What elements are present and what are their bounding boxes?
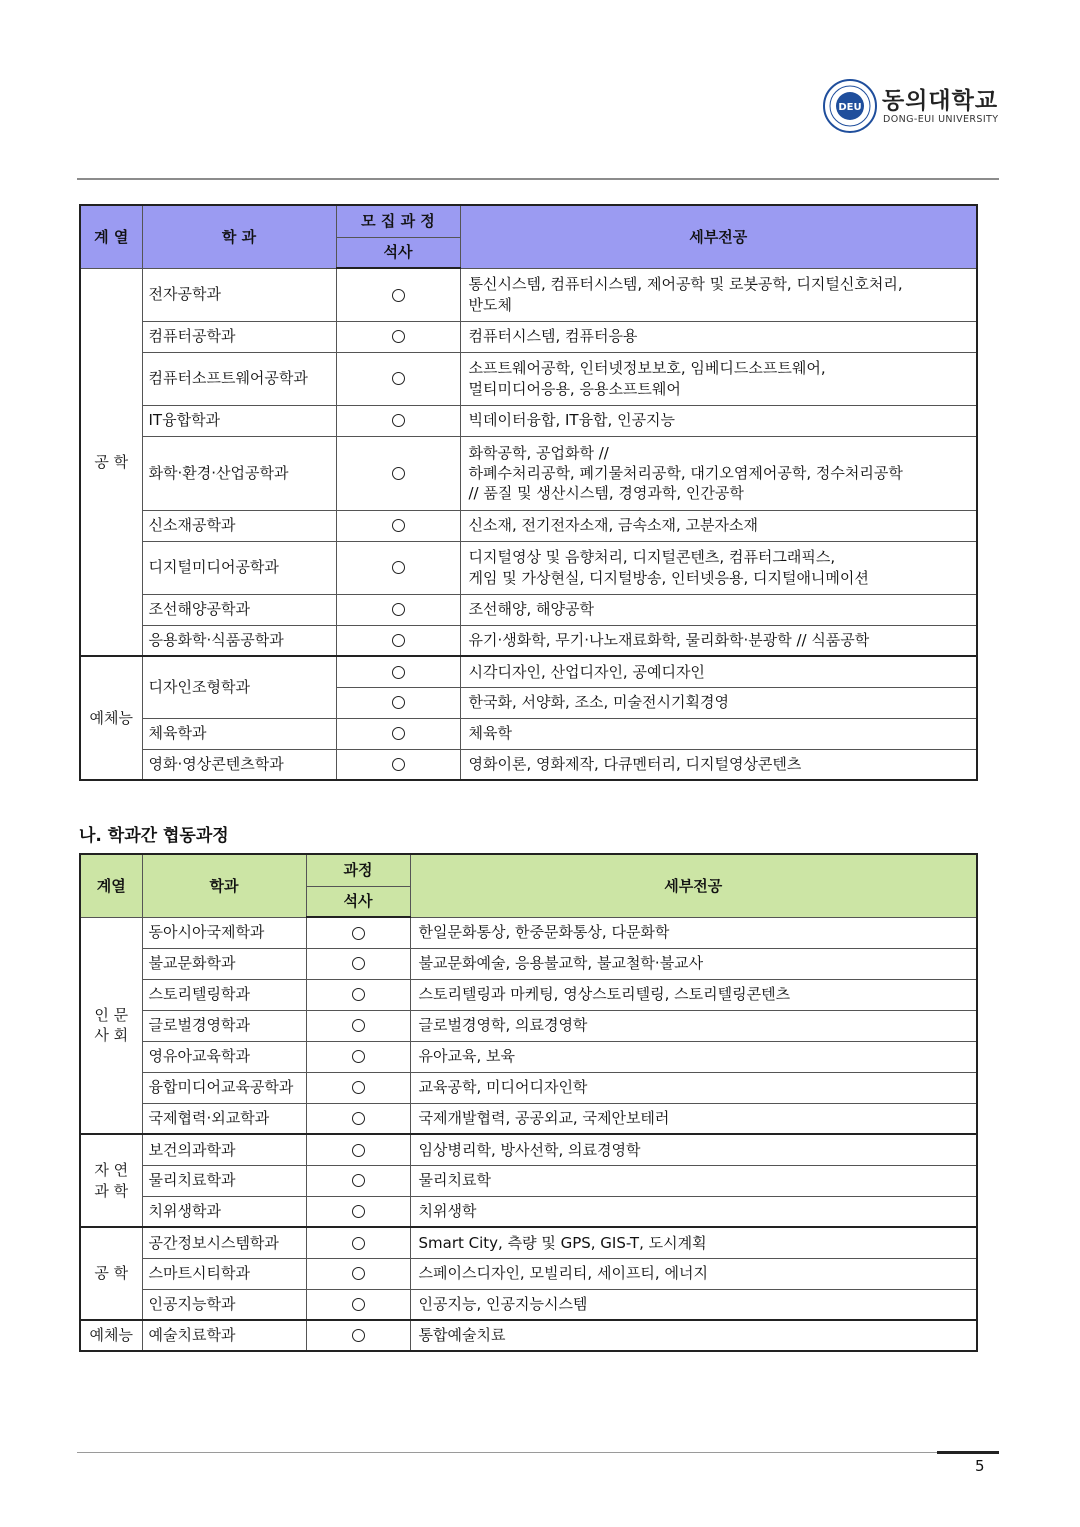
degree-mark-cell: [306, 1165, 410, 1196]
detail-cell: 유기·생화학, 무기·나노재료화학, 물리화학·분광학 // 식품공학: [460, 625, 977, 656]
degree-mark-cell: [336, 625, 460, 656]
department-cell: IT융합학과: [142, 405, 336, 436]
department-cell: 치위생학과: [142, 1196, 306, 1227]
circle-mark-icon: [392, 289, 405, 302]
degree-mark-cell: [336, 749, 460, 780]
university-logo: [822, 78, 1002, 138]
group-cell: 인 문 사 회: [80, 917, 142, 1134]
department-cell: 스토리텔링학과: [142, 979, 306, 1010]
detail-cell: 시각디자인, 산업디자인, 공예디자인: [460, 656, 977, 687]
degree-mark-cell: [306, 1041, 410, 1072]
table-row: [80, 625, 977, 656]
university-name: 동의대학교: [882, 88, 999, 114]
header-degree: 석사: [306, 886, 410, 917]
circle-mark-icon: [352, 1237, 365, 1250]
degree-mark-cell: [336, 718, 460, 749]
table-row: [80, 917, 977, 948]
circle-mark-icon: [392, 561, 405, 574]
department-cell: 디자인조형학과: [142, 656, 336, 718]
group-cell: 예체능: [80, 1320, 142, 1351]
department-cell: 불교문화학과: [142, 948, 306, 979]
table-row: [80, 1072, 977, 1103]
header-course: 과정: [306, 854, 410, 886]
circle-mark-icon: [352, 1112, 365, 1125]
detail-cell: 조선해양, 해양공학: [460, 594, 977, 625]
table-row: [80, 1258, 977, 1289]
program-table-cooperative: [79, 853, 978, 1352]
detail-cell: 컴퓨터시스템, 컴퓨터응용: [460, 321, 977, 352]
table-row: [80, 1041, 977, 1072]
detail-cell: 국제개발협력, 공공외교, 국제안보테러: [410, 1103, 977, 1134]
circle-mark-icon: [392, 727, 405, 740]
degree-mark-cell: [306, 917, 410, 948]
detail-cell: 화학공학, 공업화학 // 하폐수처리공학, 폐기물처리공학, 대기오염제어공학, 정수처리공학 // 품질 및 생산시스템, 경영과학, 인간공학: [460, 436, 977, 510]
degree-mark-cell: [306, 1072, 410, 1103]
header-department: 학과: [142, 854, 306, 917]
table-row: [80, 1165, 977, 1196]
department-cell: 컴퓨터소프트웨어공학과: [142, 352, 336, 405]
degree-mark-cell: [306, 1227, 410, 1258]
group-cell: 예체능: [80, 656, 142, 780]
degree-mark-cell: [306, 1289, 410, 1320]
department-cell: 동아시아국제학과: [142, 917, 306, 948]
detail-cell: 한국화, 서양화, 조소, 미술전시기획경영: [460, 687, 977, 718]
degree-mark-cell: [306, 948, 410, 979]
department-cell: 조선해양공학과: [142, 594, 336, 625]
page-number-bar: [937, 1451, 999, 1454]
table-row: [80, 352, 977, 405]
table-row: [80, 1196, 977, 1227]
circle-mark-icon: [352, 1205, 365, 1218]
detail-cell: 통신시스템, 컴퓨터시스템, 제어공학 및 로봇공학, 디지털신호처리, 반도체: [460, 268, 977, 321]
degree-mark-cell: [336, 687, 460, 718]
detail-cell: 신소재, 전기전자소재, 금속소재, 고분자소재: [460, 510, 977, 541]
table-row: [80, 510, 977, 541]
department-cell: 글로벌경영학과: [142, 1010, 306, 1041]
detail-cell: 스페이스디자인, 모빌리티, 세이프티, 에너지: [410, 1258, 977, 1289]
table-row: [80, 321, 977, 352]
degree-mark-cell: [306, 1103, 410, 1134]
university-name-en: DONG-EUI UNIVERSITY: [883, 114, 999, 125]
circle-mark-icon: [352, 1050, 365, 1063]
table-row: [80, 1010, 977, 1041]
table-row: [80, 1289, 977, 1320]
header-course: 모 집 과 정: [336, 205, 460, 237]
degree-mark-cell: [336, 594, 460, 625]
degree-mark-cell: [336, 436, 460, 510]
degree-mark-cell: [306, 1320, 410, 1351]
detail-cell: 글로벌경영학, 의료경영학: [410, 1010, 977, 1041]
degree-mark-cell: [306, 1196, 410, 1227]
page-number: 5: [975, 1457, 985, 1475]
department-cell: 공간정보시스템학과: [142, 1227, 306, 1258]
department-cell: 컴퓨터공학과: [142, 321, 336, 352]
table-row: [80, 948, 977, 979]
circle-mark-icon: [392, 634, 405, 647]
table-row: [80, 656, 977, 687]
emblem-text: DEU: [838, 102, 862, 113]
table-row: [80, 436, 977, 510]
degree-mark-cell: [306, 1010, 410, 1041]
detail-cell: 디지털영상 및 음향처리, 디지털콘텐츠, 컴퓨터그래픽스, 게임 및 가상현실, 디지털방송, 인터넷응용, 디지털애니메이션: [460, 541, 977, 594]
department-cell: 영화·영상콘텐츠학과: [142, 749, 336, 780]
circle-mark-icon: [352, 927, 365, 940]
detail-cell: 교육공학, 미디어디자인학: [410, 1072, 977, 1103]
department-cell: 예술치료학과: [142, 1320, 306, 1351]
table-row: [80, 268, 977, 321]
circle-mark-icon: [352, 1174, 365, 1187]
table-row: [80, 718, 977, 749]
circle-mark-icon: [392, 467, 405, 480]
department-cell: 보건의과학과: [142, 1134, 306, 1165]
table-row: [80, 1227, 977, 1258]
detail-cell: 체육학: [460, 718, 977, 749]
group-cell: 공 학: [80, 1227, 142, 1320]
detail-cell: 임상병리학, 방사선학, 의료경영학: [410, 1134, 977, 1165]
detail-cell: 스토리텔링과 마케팅, 영상스토리텔링, 스토리텔링콘텐츠: [410, 979, 977, 1010]
table-row: [80, 1320, 977, 1351]
table-row: [80, 405, 977, 436]
circle-mark-icon: [392, 758, 405, 771]
degree-mark-cell: [336, 352, 460, 405]
detail-cell: 인공지능, 인공지능시스템: [410, 1289, 977, 1320]
department-cell: 디지털미디어공학과: [142, 541, 336, 594]
header-group: 계열: [80, 854, 142, 917]
circle-mark-icon: [352, 1267, 365, 1280]
department-cell: 물리치료학과: [142, 1165, 306, 1196]
degree-mark-cell: [336, 656, 460, 687]
department-cell: 국제협력·외교학과: [142, 1103, 306, 1134]
degree-mark-cell: [336, 405, 460, 436]
header-group: 계 열: [80, 205, 142, 268]
department-cell: 스마트시티학과: [142, 1258, 306, 1289]
degree-mark-cell: [306, 1258, 410, 1289]
detail-cell: 치위생학: [410, 1196, 977, 1227]
circle-mark-icon: [352, 1298, 365, 1311]
degree-mark-cell: [336, 321, 460, 352]
circle-mark-icon: [392, 330, 405, 343]
detail-cell: 물리치료학: [410, 1165, 977, 1196]
detail-cell: 유아교육, 보육: [410, 1041, 977, 1072]
circle-mark-icon: [352, 988, 365, 1001]
detail-cell: 한일문화통상, 한중문화통상, 다문화학: [410, 917, 977, 948]
detail-cell: 소프트웨어공학, 인터넷정보보호, 임베디드소프트웨어, 멀티미디어응용, 응용소프트웨어: [460, 352, 977, 405]
detail-cell: 통합예술치료: [410, 1320, 977, 1351]
header-department: 학 과: [142, 205, 336, 268]
table-row: [80, 979, 977, 1010]
circle-mark-icon: [352, 1329, 365, 1342]
header-detail: 세부전공: [410, 854, 977, 917]
degree-mark-cell: [336, 268, 460, 321]
group-cell: 자 연 과 학: [80, 1134, 142, 1227]
circle-mark-icon: [392, 603, 405, 616]
department-cell: 화학·환경·산업공학과: [142, 436, 336, 510]
department-cell: 인공지능학과: [142, 1289, 306, 1320]
program-table-master: [79, 204, 978, 781]
circle-mark-icon: [352, 1081, 365, 1094]
circle-mark-icon: [392, 666, 405, 679]
detail-cell: 영화이론, 영화제작, 다큐멘터리, 디지털영상콘텐츠: [460, 749, 977, 780]
university-emblem-icon: [822, 78, 878, 134]
degree-mark-cell: [306, 1134, 410, 1165]
department-cell: 신소재공학과: [142, 510, 336, 541]
detail-cell: 빅데이터융합, IT융합, 인공지능: [460, 405, 977, 436]
department-cell: 융합미디어교육공학과: [142, 1072, 306, 1103]
header-detail: 세부전공: [460, 205, 977, 268]
degree-mark-cell: [336, 510, 460, 541]
circle-mark-icon: [392, 372, 405, 385]
circle-mark-icon: [352, 1144, 365, 1157]
department-cell: 전자공학과: [142, 268, 336, 321]
degree-mark-cell: [336, 541, 460, 594]
circle-mark-icon: [352, 957, 365, 970]
table-row: [80, 749, 977, 780]
degree-mark-cell: [306, 979, 410, 1010]
detail-cell: Smart City, 측량 및 GPS, GIS-T, 도시계획: [410, 1227, 977, 1258]
circle-mark-icon: [392, 696, 405, 709]
circle-mark-icon: [392, 414, 405, 427]
department-cell: 영유아교육학과: [142, 1041, 306, 1072]
header-divider: [77, 178, 999, 180]
department-cell: 체육학과: [142, 718, 336, 749]
department-cell: 응용화학·식품공학과: [142, 625, 336, 656]
table-row: [80, 594, 977, 625]
table-row: [80, 1134, 977, 1165]
footer-divider: [77, 1452, 999, 1453]
section-heading: 나. 학과간 협동과정: [79, 826, 229, 846]
detail-cell: 불교문화예술, 응용불교학, 불교철학·불교사: [410, 948, 977, 979]
group-cell: 공 학: [80, 268, 142, 656]
table-row: [80, 1103, 977, 1134]
header-degree: 석사: [336, 237, 460, 268]
table-row: [80, 541, 977, 594]
circle-mark-icon: [352, 1019, 365, 1032]
circle-mark-icon: [392, 519, 405, 532]
